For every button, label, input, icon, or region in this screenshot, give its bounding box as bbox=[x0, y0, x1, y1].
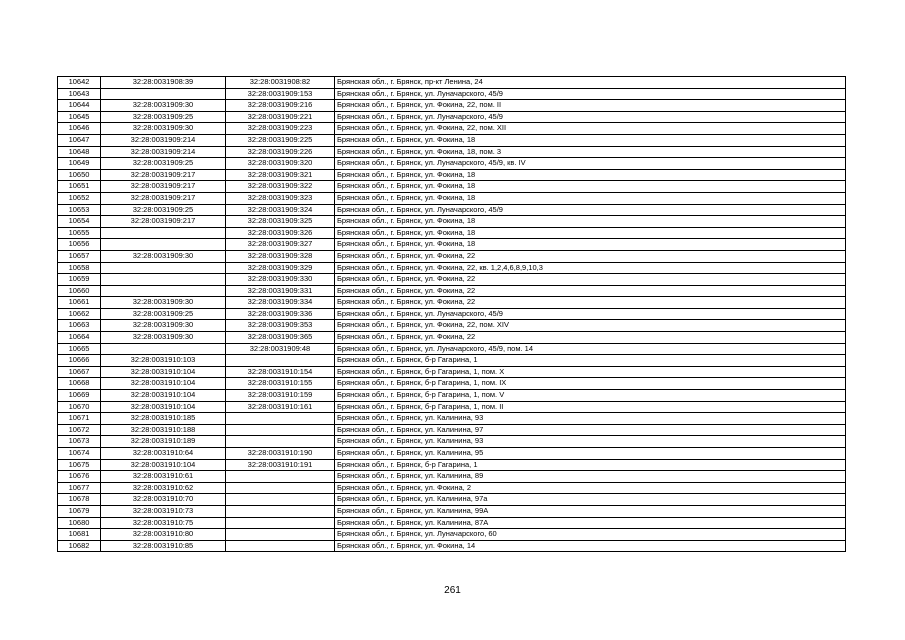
land-cadastral-cell: 32:28:0031910:104 bbox=[101, 378, 226, 390]
object-cadastral-cell: 32:28:0031909:328 bbox=[226, 250, 335, 262]
land-cadastral-cell: 32:28:0031910:104 bbox=[101, 401, 226, 413]
land-cadastral-cell: 32:28:0031910:61 bbox=[101, 471, 226, 483]
address-cell: Брянская обл., г. Брянск, ул. Калинина, 97а bbox=[335, 494, 846, 506]
land-cadastral-cell: 32:28:0031910:104 bbox=[101, 459, 226, 471]
land-cadastral-cell: 32:28:0031909:30 bbox=[101, 123, 226, 135]
address-cell: Брянская обл., г. Брянск, б-р Гагарина, 1, пом. X bbox=[335, 366, 846, 378]
object-cadastral-cell: 32:28:0031909:324 bbox=[226, 204, 335, 216]
object-cadastral-cell: 32:28:0031908:82 bbox=[226, 77, 335, 89]
row-number-cell: 10651 bbox=[58, 181, 101, 193]
land-cadastral-cell: 32:28:0031909:217 bbox=[101, 169, 226, 181]
address-cell: Брянская обл., г. Брянск, б-р Гагарина, 1, пом. V bbox=[335, 390, 846, 402]
row-number-cell: 10648 bbox=[58, 146, 101, 158]
address-cell: Брянская обл., г. Брянск, ул. Фокина, 22, пом. XII bbox=[335, 123, 846, 135]
object-cadastral-cell bbox=[226, 355, 335, 367]
land-cadastral-cell: 32:28:0031910:185 bbox=[101, 413, 226, 425]
row-number-cell: 10656 bbox=[58, 239, 101, 251]
address-cell: Брянская обл., г. Брянск, ул. Фокина, 22, пом. II bbox=[335, 100, 846, 112]
row-number-cell: 10677 bbox=[58, 482, 101, 494]
table-row bbox=[58, 355, 846, 367]
land-cadastral-cell: 32:28:0031909:217 bbox=[101, 181, 226, 193]
row-number-cell: 10678 bbox=[58, 494, 101, 506]
table-row bbox=[58, 540, 846, 552]
object-cadastral-cell: 32:28:0031909:323 bbox=[226, 192, 335, 204]
address-cell: Брянская обл., г. Брянск, ул. Фокина, 22 bbox=[335, 332, 846, 344]
land-cadastral-cell: 32:28:0031910:103 bbox=[101, 355, 226, 367]
row-number-cell: 10662 bbox=[58, 308, 101, 320]
land-cadastral-cell: 32:28:0031909:30 bbox=[101, 297, 226, 309]
row-number-cell: 10670 bbox=[58, 401, 101, 413]
table-row bbox=[58, 250, 846, 262]
table-row bbox=[58, 274, 846, 286]
registry-table bbox=[57, 76, 846, 552]
row-number-cell: 10660 bbox=[58, 285, 101, 297]
land-cadastral-cell: 32:28:0031909:30 bbox=[101, 250, 226, 262]
row-number-cell: 10654 bbox=[58, 216, 101, 228]
table-row bbox=[58, 459, 846, 471]
row-number-cell: 10652 bbox=[58, 192, 101, 204]
address-cell: Брянская обл., г. Брянск, ул. Фокина, 22 bbox=[335, 274, 846, 286]
object-cadastral-cell: 32:28:0031910:191 bbox=[226, 459, 335, 471]
row-number-cell: 10658 bbox=[58, 262, 101, 274]
table-row bbox=[58, 239, 846, 251]
table-row bbox=[58, 216, 846, 228]
address-cell: Брянская обл., г. Брянск, ул. Фокина, 18 bbox=[335, 239, 846, 251]
row-number-cell: 10657 bbox=[58, 250, 101, 262]
land-cadastral-cell: 32:28:0031910:75 bbox=[101, 517, 226, 529]
object-cadastral-cell bbox=[226, 482, 335, 494]
object-cadastral-cell: 32:28:0031909:225 bbox=[226, 134, 335, 146]
row-number-cell: 10668 bbox=[58, 378, 101, 390]
address-cell: Брянская обл., г. Брянск, ул. Фокина, 18 bbox=[335, 181, 846, 193]
object-cadastral-cell: 32:28:0031909:320 bbox=[226, 158, 335, 170]
row-number-cell: 10667 bbox=[58, 366, 101, 378]
row-number-cell: 10674 bbox=[58, 448, 101, 460]
row-number-cell: 10672 bbox=[58, 424, 101, 436]
row-number-cell: 10644 bbox=[58, 100, 101, 112]
row-number-cell: 10679 bbox=[58, 505, 101, 517]
object-cadastral-cell: 32:28:0031909:365 bbox=[226, 332, 335, 344]
land-cadastral-cell: 32:28:0031910:189 bbox=[101, 436, 226, 448]
row-number-cell: 10643 bbox=[58, 88, 101, 100]
address-cell: Брянская обл., г. Брянск, ул. Калинина, 93 bbox=[335, 436, 846, 448]
row-number-cell: 10669 bbox=[58, 390, 101, 402]
land-cadastral-cell: 32:28:0031909:25 bbox=[101, 111, 226, 123]
table-row bbox=[58, 123, 846, 135]
row-number-cell: 10666 bbox=[58, 355, 101, 367]
land-cadastral-cell: 32:28:0031909:25 bbox=[101, 308, 226, 320]
address-cell: Брянская обл., г. Брянск, ул. Калинина, 89 bbox=[335, 471, 846, 483]
address-cell: Брянская обл., г. Брянск, ул. Луначарского, 45/9 bbox=[335, 204, 846, 216]
address-cell: Брянская обл., г. Брянск, ул. Луначарского, 45/9 bbox=[335, 308, 846, 320]
land-cadastral-cell: 32:28:0031909:214 bbox=[101, 134, 226, 146]
row-number-cell: 10673 bbox=[58, 436, 101, 448]
table-row bbox=[58, 262, 846, 274]
address-cell: Брянская обл., г. Брянск, ул. Фокина, 2 bbox=[335, 482, 846, 494]
address-cell: Брянская обл., г. Брянск, ул. Фокина, 18 bbox=[335, 216, 846, 228]
object-cadastral-cell bbox=[226, 517, 335, 529]
row-number-cell: 10649 bbox=[58, 158, 101, 170]
table-row bbox=[58, 134, 846, 146]
address-cell: Брянская обл., г. Брянск, ул. Луначарского, 45/9 bbox=[335, 88, 846, 100]
object-cadastral-cell bbox=[226, 471, 335, 483]
address-cell: Брянская обл., г. Брянск, пр-кт Ленина, 24 bbox=[335, 77, 846, 89]
table-row bbox=[58, 146, 846, 158]
address-cell: Брянская обл., г. Брянск, ул. Луначарского, 45/9, пом. 14 bbox=[335, 343, 846, 355]
object-cadastral-cell: 32:28:0031910:155 bbox=[226, 378, 335, 390]
address-cell: Брянская обл., г. Брянск, б-р Гагарина, 1, пом. IX bbox=[335, 378, 846, 390]
row-number-cell: 10680 bbox=[58, 517, 101, 529]
address-cell: Брянская обл., г. Брянск, ул. Калинина, 99А bbox=[335, 505, 846, 517]
table-row bbox=[58, 285, 846, 297]
land-cadastral-cell bbox=[101, 227, 226, 239]
land-cadastral-cell: 32:28:0031909:25 bbox=[101, 158, 226, 170]
object-cadastral-cell bbox=[226, 494, 335, 506]
address-cell: Брянская обл., г. Брянск, б-р Гагарина, 1, пом. II bbox=[335, 401, 846, 413]
address-cell: Брянская обл., г. Брянск, ул. Калинина, 87А bbox=[335, 517, 846, 529]
land-cadastral-cell bbox=[101, 239, 226, 251]
object-cadastral-cell: 32:28:0031909:216 bbox=[226, 100, 335, 112]
object-cadastral-cell: 32:28:0031909:329 bbox=[226, 262, 335, 274]
object-cadastral-cell bbox=[226, 540, 335, 552]
address-cell: Брянская обл., г. Брянск, ул. Фокина, 18 bbox=[335, 169, 846, 181]
table-row bbox=[58, 320, 846, 332]
row-number-cell: 10646 bbox=[58, 123, 101, 135]
object-cadastral-cell: 32:28:0031910:161 bbox=[226, 401, 335, 413]
object-cadastral-cell: 32:28:0031909:326 bbox=[226, 227, 335, 239]
land-cadastral-cell: 32:28:0031909:217 bbox=[101, 216, 226, 228]
object-cadastral-cell: 32:28:0031910:190 bbox=[226, 448, 335, 460]
table-row bbox=[58, 77, 846, 89]
address-cell: Брянская обл., г. Брянск, б-р Гагарина, 1 bbox=[335, 459, 846, 471]
land-cadastral-cell: 32:28:0031909:214 bbox=[101, 146, 226, 158]
row-number-cell: 10653 bbox=[58, 204, 101, 216]
address-cell: Брянская обл., г. Брянск, ул. Фокина, 14 bbox=[335, 540, 846, 552]
address-cell: Брянская обл., г. Брянск, ул. Калинина, 95 bbox=[335, 448, 846, 460]
object-cadastral-cell: 32:28:0031909:153 bbox=[226, 88, 335, 100]
object-cadastral-cell: 32:28:0031909:336 bbox=[226, 308, 335, 320]
address-cell: Брянская обл., г. Брянск, ул. Фокина, 22 bbox=[335, 297, 846, 309]
address-cell: Брянская обл., г. Брянск, ул. Фокина, 22, пом. XIV bbox=[335, 320, 846, 332]
row-number-cell: 10650 bbox=[58, 169, 101, 181]
table-row bbox=[58, 204, 846, 216]
object-cadastral-cell: 32:28:0031910:154 bbox=[226, 366, 335, 378]
address-cell: Брянская обл., г. Брянск, б-р Гагарина, 1 bbox=[335, 355, 846, 367]
row-number-cell: 10671 bbox=[58, 413, 101, 425]
object-cadastral-cell: 32:28:0031909:325 bbox=[226, 216, 335, 228]
land-cadastral-cell bbox=[101, 274, 226, 286]
object-cadastral-cell: 32:28:0031909:48 bbox=[226, 343, 335, 355]
object-cadastral-cell: 32:28:0031909:223 bbox=[226, 123, 335, 135]
table-row bbox=[58, 88, 846, 100]
table-row bbox=[58, 111, 846, 123]
object-cadastral-cell: 32:28:0031909:327 bbox=[226, 239, 335, 251]
row-number-cell: 10675 bbox=[58, 459, 101, 471]
table-row bbox=[58, 158, 846, 170]
object-cadastral-cell bbox=[226, 505, 335, 517]
object-cadastral-cell: 32:28:0031909:330 bbox=[226, 274, 335, 286]
object-cadastral-cell: 32:28:0031909:353 bbox=[226, 320, 335, 332]
land-cadastral-cell: 32:28:0031910:104 bbox=[101, 366, 226, 378]
land-cadastral-cell bbox=[101, 88, 226, 100]
land-cadastral-cell: 32:28:0031909:30 bbox=[101, 320, 226, 332]
table-row bbox=[58, 424, 846, 436]
row-number-cell: 10655 bbox=[58, 227, 101, 239]
land-cadastral-cell bbox=[101, 262, 226, 274]
row-number-cell: 10681 bbox=[58, 529, 101, 541]
object-cadastral-cell: 32:28:0031909:331 bbox=[226, 285, 335, 297]
land-cadastral-cell: 32:28:0031909:30 bbox=[101, 100, 226, 112]
row-number-cell: 10661 bbox=[58, 297, 101, 309]
address-cell: Брянская обл., г. Брянск, ул. Луначарского, 60 bbox=[335, 529, 846, 541]
object-cadastral-cell: 32:28:0031909:221 bbox=[226, 111, 335, 123]
land-cadastral-cell bbox=[101, 285, 226, 297]
row-number-cell: 10642 bbox=[58, 77, 101, 89]
table-row bbox=[58, 413, 846, 425]
land-cadastral-cell: 32:28:0031910:62 bbox=[101, 482, 226, 494]
table-row bbox=[58, 494, 846, 506]
object-cadastral-cell: 32:28:0031909:322 bbox=[226, 181, 335, 193]
table-row bbox=[58, 169, 846, 181]
land-cadastral-cell: 32:28:0031910:70 bbox=[101, 494, 226, 506]
table-row bbox=[58, 378, 846, 390]
table-row bbox=[58, 181, 846, 193]
address-cell: Брянская обл., г. Брянск, ул. Фокина, 22 bbox=[335, 250, 846, 262]
object-cadastral-cell: 32:28:0031909:334 bbox=[226, 297, 335, 309]
object-cadastral-cell bbox=[226, 413, 335, 425]
table-row bbox=[58, 227, 846, 239]
table-row bbox=[58, 505, 846, 517]
registry-table-body bbox=[58, 77, 846, 552]
land-cadastral-cell: 32:28:0031910:80 bbox=[101, 529, 226, 541]
table-row bbox=[58, 401, 846, 413]
object-cadastral-cell: 32:28:0031909:321 bbox=[226, 169, 335, 181]
land-cadastral-cell: 32:28:0031910:104 bbox=[101, 390, 226, 402]
address-cell: Брянская обл., г. Брянск, ул. Калинина, 97 bbox=[335, 424, 846, 436]
address-cell: Брянская обл., г. Брянск, ул. Фокина, 18 bbox=[335, 227, 846, 239]
row-number-cell: 10647 bbox=[58, 134, 101, 146]
object-cadastral-cell bbox=[226, 436, 335, 448]
table-row bbox=[58, 471, 846, 483]
land-cadastral-cell: 32:28:0031910:188 bbox=[101, 424, 226, 436]
table-row bbox=[58, 100, 846, 112]
table-row bbox=[58, 436, 846, 448]
land-cadastral-cell: 32:28:0031910:85 bbox=[101, 540, 226, 552]
table-row bbox=[58, 517, 846, 529]
land-cadastral-cell: 32:28:0031909:217 bbox=[101, 192, 226, 204]
address-cell: Брянская обл., г. Брянск, ул. Фокина, 22 bbox=[335, 285, 846, 297]
table-row bbox=[58, 343, 846, 355]
row-number-cell: 10659 bbox=[58, 274, 101, 286]
table-row bbox=[58, 308, 846, 320]
table-row bbox=[58, 390, 846, 402]
table-row bbox=[58, 332, 846, 344]
table-row bbox=[58, 366, 846, 378]
row-number-cell: 10663 bbox=[58, 320, 101, 332]
row-number-cell: 10676 bbox=[58, 471, 101, 483]
object-cadastral-cell: 32:28:0031909:226 bbox=[226, 146, 335, 158]
address-cell: Брянская обл., г. Брянск, ул. Фокина, 18 bbox=[335, 134, 846, 146]
land-cadastral-cell: 32:28:0031908:39 bbox=[101, 77, 226, 89]
table-row bbox=[58, 448, 846, 460]
row-number-cell: 10665 bbox=[58, 343, 101, 355]
land-cadastral-cell: 32:28:0031909:25 bbox=[101, 204, 226, 216]
land-cadastral-cell: 32:28:0031910:64 bbox=[101, 448, 226, 460]
object-cadastral-cell bbox=[226, 424, 335, 436]
land-cadastral-cell bbox=[101, 343, 226, 355]
address-cell: Брянская обл., г. Брянск, ул. Калинина, 93 bbox=[335, 413, 846, 425]
address-cell: Брянская обл., г. Брянск, ул. Фокина, 18, пом. 3 bbox=[335, 146, 846, 158]
land-cadastral-cell: 32:28:0031910:73 bbox=[101, 505, 226, 517]
address-cell: Брянская обл., г. Брянск, ул. Фокина, 18 bbox=[335, 192, 846, 204]
address-cell: Брянская обл., г. Брянск, ул. Луначарского, 45/9 bbox=[335, 111, 846, 123]
row-number-cell: 10645 bbox=[58, 111, 101, 123]
object-cadastral-cell: 32:28:0031910:159 bbox=[226, 390, 335, 402]
address-cell: Брянская обл., г. Брянск, ул. Фокина, 22, кв. 1,2,4,6,8,9,10,3 bbox=[335, 262, 846, 274]
table-row bbox=[58, 297, 846, 309]
table-row bbox=[58, 529, 846, 541]
row-number-cell: 10664 bbox=[58, 332, 101, 344]
row-number-cell: 10682 bbox=[58, 540, 101, 552]
object-cadastral-cell bbox=[226, 529, 335, 541]
table-row bbox=[58, 192, 846, 204]
page-number: 261 bbox=[444, 585, 461, 596]
land-cadastral-cell: 32:28:0031909:30 bbox=[101, 332, 226, 344]
table-row bbox=[58, 482, 846, 494]
address-cell: Брянская обл., г. Брянск, ул. Луначарского, 45/9, кв. IV bbox=[335, 158, 846, 170]
